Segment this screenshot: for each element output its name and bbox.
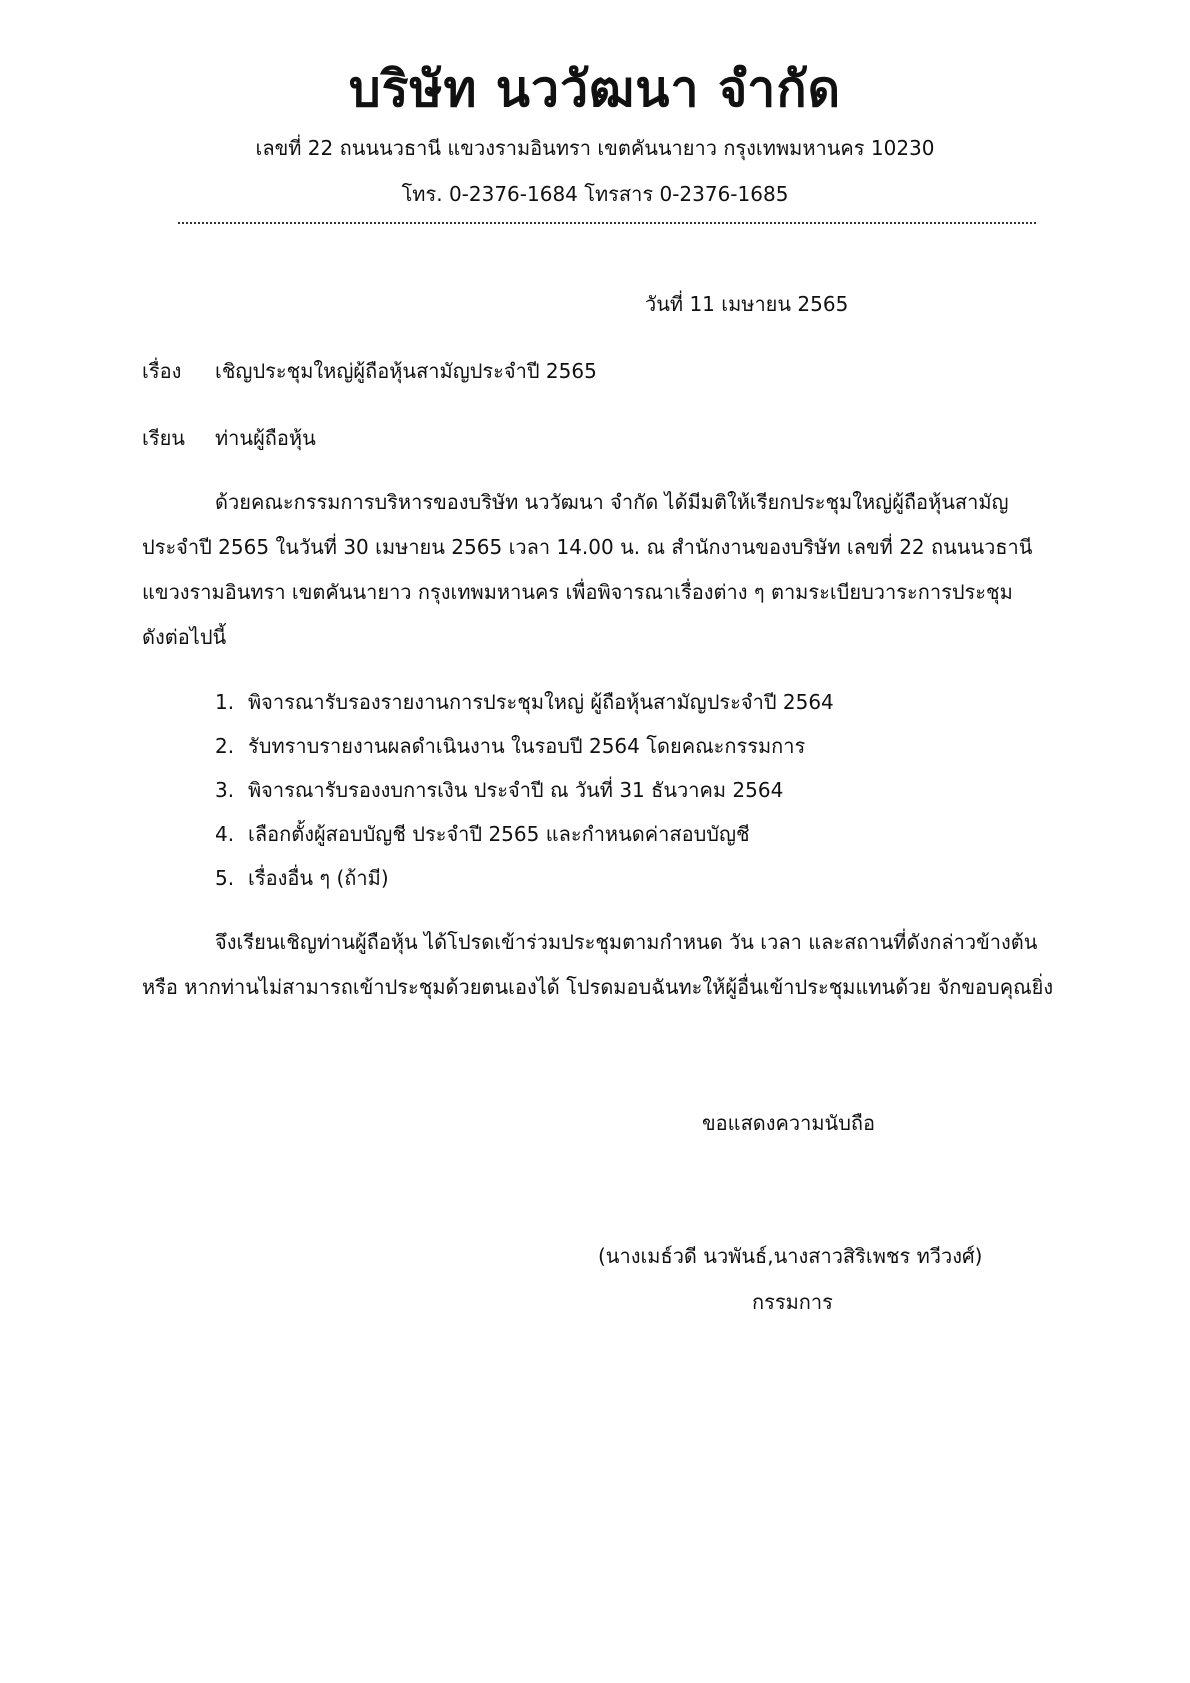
paragraph-line: หรือ หากท่านไม่สามารถเข้าประชุมด้วยตนเองได้ โปรดมอบฉันทะให้ผู้อื่นเข้าประชุมแทนด้วย จักขอบคุณยิ่ง xyxy=(142,975,1054,999)
paragraph-line: ด้วยคณะกรรมการบริหารของบริษัท นววัฒนา จำกัด ได้มีมติให้เรียกประชุมใหญ่ผู้ถือหุ้นสามัญ xyxy=(215,490,1009,514)
agenda-number: 3. xyxy=(215,778,235,802)
company-address: เลขที่ 22 ถนนนวธานี แขวงรามอินทรา เขตคันนายาว กรุงเทพมหานคร 10230 xyxy=(255,136,935,160)
signer-position: กรรมการ xyxy=(752,1290,833,1314)
agenda-item xyxy=(215,724,834,768)
signer-name: (นางเมธ์วดี นวพันธ์,นางสาวสิริเพชร ทวีวงศ์) xyxy=(598,1244,983,1268)
agenda-number: 5. xyxy=(215,866,235,890)
subject-label: เรื่อง xyxy=(142,359,182,383)
agenda-number: 4. xyxy=(215,822,235,846)
recipient-label: เรียน xyxy=(142,426,185,450)
agenda-text: เลือกตั้งผู้สอบบัญชี ประจำปี 2565 และกำหนดค่าสอบบัญชี xyxy=(248,822,750,846)
company-contact: โทร. 0-2376-1684 โทรสาร 0-2376-1685 xyxy=(401,182,789,206)
subject-value: เชิญประชุมใหญ่ผู้ถือหุ้นสามัญประจำปี 2565 xyxy=(215,359,597,383)
agenda-number: 2. xyxy=(215,734,235,758)
body-paragraph-2 xyxy=(142,920,1072,1010)
letter-date: วันที่ 11 เมษายน 2565 xyxy=(645,292,849,316)
body-paragraph-1 xyxy=(142,480,1072,660)
agenda-text: รับทราบรายงานผลดำเนินงาน ในรอบปี 2564 โดยคณะกรรมการ xyxy=(248,734,806,758)
agenda-text: พิจารณารับรองงบการเงิน ประจำปี ณ วันที่ 31 ธันวาคม 2564 xyxy=(248,778,784,802)
paragraph-line: จึงเรียนเชิญท่านผู้ถือหุ้น ได้โปรดเข้าร่วมประชุมตามกำหนด วัน เวลา และสถานที่ดังกล่าวข้างต้น xyxy=(215,930,1038,954)
paragraph-line: ดังต่อไปนี้ xyxy=(142,625,227,649)
agenda-item xyxy=(215,812,834,856)
paragraph-line: แขวงรามอินทรา เขตคันนายาว กรุงเทพมหานคร เพื่อพิจารณาเรื่องต่าง ๆ ตามระเบียบวาระการประชุม xyxy=(142,580,1013,604)
dotted-divider xyxy=(178,222,1036,224)
agenda-item xyxy=(215,856,834,900)
agenda-list xyxy=(215,680,834,900)
recipient-value: ท่านผู้ถือหุ้น xyxy=(215,426,316,450)
paragraph-line: ประจำปี 2565 ในวันที่ 30 เมษายน 2565 เวลา 14.00 น. ณ สำนักงานของบริษัท เลขที่ 22 ถนนนวธานี xyxy=(142,535,1033,559)
agenda-item xyxy=(215,768,834,812)
agenda-item xyxy=(215,680,834,724)
agenda-number: 1. xyxy=(215,690,235,714)
agenda-text: พิจารณารับรองรายงานการประชุมใหญ่ ผู้ถือหุ้นสามัญประจำปี 2564 xyxy=(248,690,834,714)
agenda-text: เรื่องอื่น ๆ (ถ้ามี) xyxy=(248,866,389,890)
company-name: บริษัท นววัฒนา จำกัด xyxy=(348,60,842,118)
closing-salutation: ขอแสดงความนับถือ xyxy=(702,1111,876,1135)
